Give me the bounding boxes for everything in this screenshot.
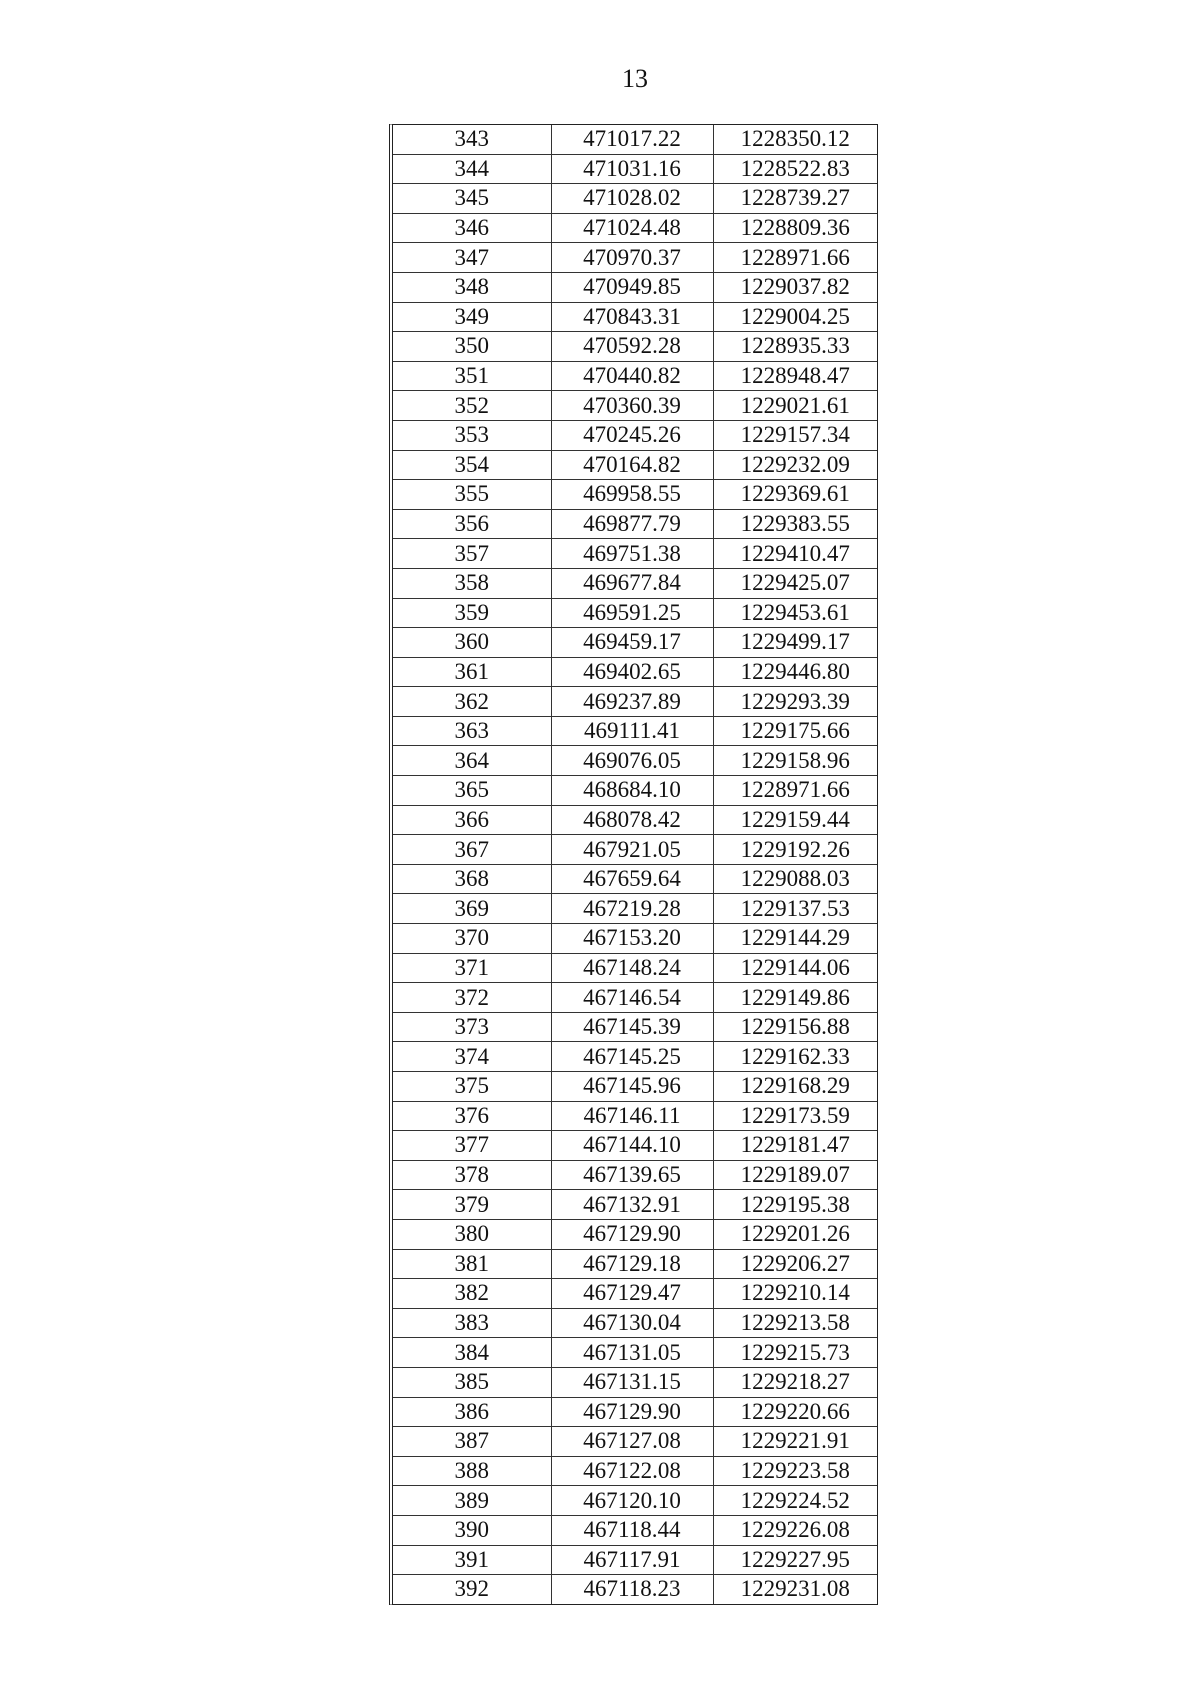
y-coordinate-cell: 1229369.61 [713, 480, 877, 510]
y-coordinate-cell: 1229189.07 [713, 1160, 877, 1190]
point-number-cell: 355 [393, 480, 551, 510]
x-coordinate-cell: 467131.05 [551, 1338, 713, 1368]
x-coordinate-cell: 467120.10 [551, 1486, 713, 1516]
point-number-cell: 376 [393, 1101, 551, 1131]
x-coordinate-cell: 467117.91 [551, 1545, 713, 1575]
x-coordinate-cell: 467921.05 [551, 835, 713, 865]
x-coordinate-cell: 467145.25 [551, 1042, 713, 1072]
point-number-cell: 343 [393, 125, 551, 154]
x-coordinate-cell: 467219.28 [551, 894, 713, 924]
point-number-cell: 362 [393, 687, 551, 717]
table-row [393, 568, 877, 598]
x-coordinate-cell: 469111.41 [551, 716, 713, 746]
y-coordinate-cell: 1229004.25 [713, 302, 877, 332]
x-coordinate-cell: 469591.25 [551, 598, 713, 628]
x-coordinate-cell: 471024.48 [551, 213, 713, 243]
point-number-cell: 391 [393, 1545, 551, 1575]
y-coordinate-cell: 1229037.82 [713, 272, 877, 302]
x-coordinate-cell: 470164.82 [551, 450, 713, 480]
coordinates-table [389, 124, 878, 1605]
y-coordinate-cell: 1229220.66 [713, 1397, 877, 1427]
x-coordinate-cell: 467131.15 [551, 1367, 713, 1397]
table-row [393, 835, 877, 865]
table-row [393, 1219, 877, 1249]
point-number-cell: 369 [393, 894, 551, 924]
x-coordinate-cell: 470949.85 [551, 272, 713, 302]
point-number-cell: 377 [393, 1131, 551, 1161]
table-row [393, 1012, 877, 1042]
x-coordinate-cell: 469877.79 [551, 509, 713, 539]
x-coordinate-cell: 467139.65 [551, 1160, 713, 1190]
point-number-cell: 365 [393, 776, 551, 806]
point-number-cell: 347 [393, 243, 551, 273]
point-number-cell: 361 [393, 657, 551, 687]
y-coordinate-cell: 1229227.95 [713, 1545, 877, 1575]
point-number-cell: 387 [393, 1427, 551, 1457]
table-row [393, 983, 877, 1013]
table-row [393, 1486, 877, 1516]
x-coordinate-cell: 470592.28 [551, 332, 713, 362]
table-row [393, 687, 877, 717]
point-number-cell: 367 [393, 835, 551, 865]
table-row [393, 509, 877, 539]
x-coordinate-cell: 468684.10 [551, 776, 713, 806]
y-coordinate-cell: 1229221.91 [713, 1427, 877, 1457]
table-row [393, 184, 877, 214]
table-row [393, 450, 877, 480]
table-row [393, 1515, 877, 1545]
point-number-cell: 357 [393, 539, 551, 569]
point-number-cell: 349 [393, 302, 551, 332]
y-coordinate-cell: 1229159.44 [713, 805, 877, 835]
point-number-cell: 356 [393, 509, 551, 539]
x-coordinate-cell: 467118.23 [551, 1575, 713, 1604]
table-row [393, 272, 877, 302]
point-number-cell: 389 [393, 1486, 551, 1516]
y-coordinate-cell: 1229218.27 [713, 1367, 877, 1397]
x-coordinate-cell: 469459.17 [551, 628, 713, 658]
y-coordinate-cell: 1229453.61 [713, 598, 877, 628]
y-coordinate-cell: 1229144.29 [713, 924, 877, 954]
table-row [393, 1131, 877, 1161]
x-coordinate-cell: 467129.18 [551, 1249, 713, 1279]
y-coordinate-cell: 1229175.66 [713, 716, 877, 746]
x-coordinate-cell: 467129.90 [551, 1219, 713, 1249]
y-coordinate-cell: 1228935.33 [713, 332, 877, 362]
table-row [393, 1367, 877, 1397]
x-coordinate-cell: 467118.44 [551, 1515, 713, 1545]
x-coordinate-cell: 470360.39 [551, 391, 713, 421]
x-coordinate-cell: 471028.02 [551, 184, 713, 214]
y-coordinate-cell: 1229210.14 [713, 1279, 877, 1309]
point-number-cell: 353 [393, 420, 551, 450]
y-coordinate-cell: 1229158.96 [713, 746, 877, 776]
x-coordinate-cell: 470970.37 [551, 243, 713, 273]
point-number-cell: 378 [393, 1160, 551, 1190]
point-number-cell: 379 [393, 1190, 551, 1220]
x-coordinate-cell: 471031.16 [551, 154, 713, 184]
x-coordinate-cell: 467146.11 [551, 1101, 713, 1131]
y-coordinate-cell: 1229231.08 [713, 1575, 877, 1604]
table-row [393, 1427, 877, 1457]
y-coordinate-cell: 1229201.26 [713, 1219, 877, 1249]
x-coordinate-cell: 467145.39 [551, 1012, 713, 1042]
table-row [393, 1308, 877, 1338]
table-row [393, 125, 877, 154]
point-number-cell: 384 [393, 1338, 551, 1368]
y-coordinate-cell: 1229173.59 [713, 1101, 877, 1131]
y-coordinate-cell: 1229213.58 [713, 1308, 877, 1338]
y-coordinate-cell: 1229144.06 [713, 953, 877, 983]
table-row [393, 420, 877, 450]
y-coordinate-cell: 1229425.07 [713, 568, 877, 598]
y-coordinate-cell: 1229162.33 [713, 1042, 877, 1072]
y-coordinate-cell: 1229232.09 [713, 450, 877, 480]
x-coordinate-cell: 467130.04 [551, 1308, 713, 1338]
point-number-cell: 359 [393, 598, 551, 628]
point-number-cell: 351 [393, 361, 551, 391]
y-coordinate-cell: 1228522.83 [713, 154, 877, 184]
x-coordinate-cell: 470245.26 [551, 420, 713, 450]
table-row [393, 657, 877, 687]
table-row [393, 1575, 877, 1604]
x-coordinate-cell: 467122.08 [551, 1456, 713, 1486]
x-coordinate-cell: 467127.08 [551, 1427, 713, 1457]
table-row [393, 1279, 877, 1309]
point-number-cell: 382 [393, 1279, 551, 1309]
y-coordinate-cell: 1228809.36 [713, 213, 877, 243]
table-row [393, 1545, 877, 1575]
point-number-cell: 392 [393, 1575, 551, 1604]
point-number-cell: 364 [393, 746, 551, 776]
y-coordinate-cell: 1229192.26 [713, 835, 877, 865]
y-coordinate-cell: 1229410.47 [713, 539, 877, 569]
x-coordinate-cell: 469751.38 [551, 539, 713, 569]
y-coordinate-cell: 1228948.47 [713, 361, 877, 391]
y-coordinate-cell: 1229181.47 [713, 1131, 877, 1161]
table-row [393, 539, 877, 569]
y-coordinate-cell: 1229383.55 [713, 509, 877, 539]
point-number-cell: 375 [393, 1072, 551, 1102]
y-coordinate-cell: 1228350.12 [713, 125, 877, 154]
y-coordinate-cell: 1229215.73 [713, 1338, 877, 1368]
y-coordinate-cell: 1229157.34 [713, 420, 877, 450]
point-number-cell: 352 [393, 391, 551, 421]
x-coordinate-cell: 467144.10 [551, 1131, 713, 1161]
table-row [393, 1072, 877, 1102]
table-row [393, 924, 877, 954]
point-number-cell: 348 [393, 272, 551, 302]
table-row [393, 391, 877, 421]
point-number-cell: 380 [393, 1219, 551, 1249]
table-row [393, 361, 877, 391]
y-coordinate-cell: 1229149.86 [713, 983, 877, 1013]
point-number-cell: 386 [393, 1397, 551, 1427]
point-number-cell: 370 [393, 924, 551, 954]
point-number-cell: 388 [393, 1456, 551, 1486]
y-coordinate-cell: 1229499.17 [713, 628, 877, 658]
y-coordinate-cell: 1229195.38 [713, 1190, 877, 1220]
table-row [393, 154, 877, 184]
table-row [393, 776, 877, 806]
table-row [393, 598, 877, 628]
point-number-cell: 350 [393, 332, 551, 362]
table-row [393, 213, 877, 243]
x-coordinate-cell: 469076.05 [551, 746, 713, 776]
table-row [393, 716, 877, 746]
table-row [393, 805, 877, 835]
x-coordinate-cell: 469677.84 [551, 568, 713, 598]
table-row [393, 1101, 877, 1131]
x-coordinate-cell: 467132.91 [551, 1190, 713, 1220]
point-number-cell: 383 [393, 1308, 551, 1338]
y-coordinate-cell: 1229206.27 [713, 1249, 877, 1279]
x-coordinate-cell: 467659.64 [551, 864, 713, 894]
y-coordinate-cell: 1229223.58 [713, 1456, 877, 1486]
point-number-cell: 346 [393, 213, 551, 243]
x-coordinate-cell: 467129.90 [551, 1397, 713, 1427]
point-number-cell: 371 [393, 953, 551, 983]
table-row [393, 1456, 877, 1486]
y-coordinate-cell: 1229293.39 [713, 687, 877, 717]
table-row [393, 243, 877, 273]
point-number-cell: 358 [393, 568, 551, 598]
y-coordinate-cell: 1228971.66 [713, 243, 877, 273]
y-coordinate-cell: 1229088.03 [713, 864, 877, 894]
table-row [393, 1190, 877, 1220]
y-coordinate-cell: 1228739.27 [713, 184, 877, 214]
y-coordinate-cell: 1228971.66 [713, 776, 877, 806]
y-coordinate-cell: 1229224.52 [713, 1486, 877, 1516]
point-number-cell: 368 [393, 864, 551, 894]
point-number-cell: 374 [393, 1042, 551, 1072]
table-row [393, 894, 877, 924]
x-coordinate-cell: 470440.82 [551, 361, 713, 391]
y-coordinate-cell: 1229446.80 [713, 657, 877, 687]
table-row [393, 302, 877, 332]
y-coordinate-cell: 1229168.29 [713, 1072, 877, 1102]
point-number-cell: 372 [393, 983, 551, 1013]
table-row [393, 1160, 877, 1190]
point-number-cell: 366 [393, 805, 551, 835]
coordinates-table-body [393, 125, 877, 1604]
point-number-cell: 344 [393, 154, 551, 184]
table-row [393, 746, 877, 776]
point-number-cell: 354 [393, 450, 551, 480]
table-row [393, 1042, 877, 1072]
y-coordinate-cell: 1229021.61 [713, 391, 877, 421]
y-coordinate-cell: 1229226.08 [713, 1515, 877, 1545]
x-coordinate-cell: 468078.42 [551, 805, 713, 835]
y-coordinate-cell: 1229137.53 [713, 894, 877, 924]
table-row [393, 1249, 877, 1279]
point-number-cell: 373 [393, 1012, 551, 1042]
table-row [393, 1338, 877, 1368]
x-coordinate-cell: 467129.47 [551, 1279, 713, 1309]
page-number: 13 [622, 64, 648, 93]
table-row [393, 628, 877, 658]
x-coordinate-cell: 469237.89 [551, 687, 713, 717]
x-coordinate-cell: 467145.96 [551, 1072, 713, 1102]
x-coordinate-cell: 469958.55 [551, 480, 713, 510]
x-coordinate-cell: 467146.54 [551, 983, 713, 1013]
table-row [393, 480, 877, 510]
x-coordinate-cell: 469402.65 [551, 657, 713, 687]
point-number-cell: 360 [393, 628, 551, 658]
x-coordinate-cell: 470843.31 [551, 302, 713, 332]
table-row [393, 953, 877, 983]
point-number-cell: 345 [393, 184, 551, 214]
table-row [393, 1397, 877, 1427]
table-row [393, 332, 877, 362]
point-number-cell: 381 [393, 1249, 551, 1279]
y-coordinate-cell: 1229156.88 [713, 1012, 877, 1042]
x-coordinate-cell: 467148.24 [551, 953, 713, 983]
x-coordinate-cell: 471017.22 [551, 125, 713, 154]
point-number-cell: 363 [393, 716, 551, 746]
x-coordinate-cell: 467153.20 [551, 924, 713, 954]
point-number-cell: 385 [393, 1367, 551, 1397]
point-number-cell: 390 [393, 1515, 551, 1545]
table-row [393, 864, 877, 894]
